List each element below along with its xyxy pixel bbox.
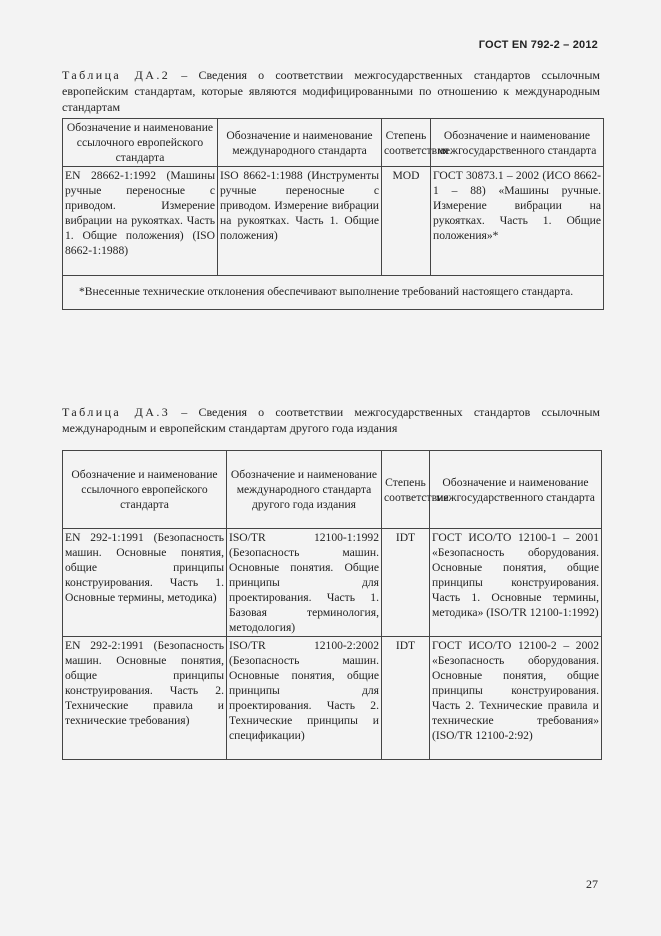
- table3-caption-label: Таблица ДА.3: [62, 405, 171, 419]
- cell-interstate: ГОСТ ИСО/ТО 12100-2 – 2002 «Безопасность оборудования. Основные понятия, общие принципы конструирования. Часть 2. Технические правила и технические требования» (ISO/TR 12100-2:92): [430, 637, 602, 760]
- table-footnote-row: [63, 276, 604, 310]
- table2-caption: [62, 67, 600, 115]
- column-header-european: Обозначение и наименование ссылочного европейского стандарта: [63, 451, 227, 529]
- table-row: [63, 637, 602, 760]
- cell-european: EN 292-1:1991 (Безопасность машин. Основные понятия, общие принципы конструирования. Часть 1. Основные термины, методика): [63, 529, 227, 637]
- column-header-interstate: Обозначение и наименование межгосударственного стандарта: [430, 451, 602, 529]
- cell-degree: IDT: [382, 529, 430, 637]
- table3-caption-text: – Сведения о соответствии межгосударственных стандартов ссылочным международным и европейским стандартам другого года издания: [62, 405, 600, 435]
- column-header-interstate: Обозначение и наименование межгосударственного стандарта: [431, 119, 604, 167]
- table-da2: [62, 118, 604, 310]
- cell-interstate: ГОСТ ИСО/ТО 12100-1 – 2001 «Безопасность оборудования. Основные понятия, общие принципы конструирования. Часть 1. Основные термины, методика» (ISO/TR 12100-1:1992): [430, 529, 602, 637]
- cell-degree: MOD: [382, 167, 431, 276]
- column-header-international: Обозначение и наименование международного стандарта: [218, 119, 382, 167]
- cell-international: ISO/TR 12100-1:1992 (Безопасность машин. Основные понятия. Общие принципы для проектирования. Часть 1. Базовая терминология, методология): [227, 529, 382, 637]
- cell-degree: IDT: [382, 637, 430, 760]
- column-header-international: Обозначение и наименование международного стандарта другого года издания: [227, 451, 382, 529]
- table3-caption: [62, 404, 600, 436]
- column-header-degree: Степень соответствия: [382, 119, 431, 167]
- cell-international: ISO/TR 12100-2:2002 (Безопасность машин. Основные понятия, общие принципы для проектирования. Часть 2. Технические принципы и спецификации): [227, 637, 382, 760]
- cell-european: EN 28662-1:1992 (Машины ручные переносные с приводом. Измерение вибрации на рукоятках. Часть 1. Общие положения) (ISO 8662-1:1988): [63, 167, 218, 276]
- document-header: ГОСТ EN 792-2 – 2012: [478, 39, 598, 51]
- table-header-row: [63, 119, 604, 167]
- cell-european: EN 292-2:1991 (Безопасность машин. Основные понятия, общие принципы конструирования. Часть 2. Технические правила и технические требования): [63, 637, 227, 760]
- table2-caption-text: – Сведения о соответствии межгосударственных стандартов ссылочным европейским стандартам, которые являются модифицированными по отношению к международным стандартам: [62, 68, 600, 114]
- table-header-row: [63, 451, 602, 529]
- table-row: [63, 529, 602, 637]
- column-header-degree: Степень соответствия: [382, 451, 430, 529]
- table-footnote: *Внесенные технические отклонения обеспечивают выполнение требований настоящего стандарта.: [63, 276, 604, 310]
- cell-interstate: ГОСТ 30873.1 – 2002 (ИСО 8662-1 – 88) «Машины ручные. Измерение вибрации на рукоятках. Часть 1. Общие положения»*: [431, 167, 604, 276]
- cell-international: ISO 8662-1:1988 (Инструменты ручные переносные с приводом. Измерение вибрации на рукоятках. Часть 1. Общие положения): [218, 167, 382, 276]
- table-row: [63, 167, 604, 276]
- table2-caption-label: Таблица ДА.2: [62, 68, 171, 82]
- page-number: 27: [586, 877, 598, 891]
- table-da3: [62, 450, 602, 760]
- column-header-european: Обозначение и наименование ссылочного европейского стандарта: [63, 119, 218, 167]
